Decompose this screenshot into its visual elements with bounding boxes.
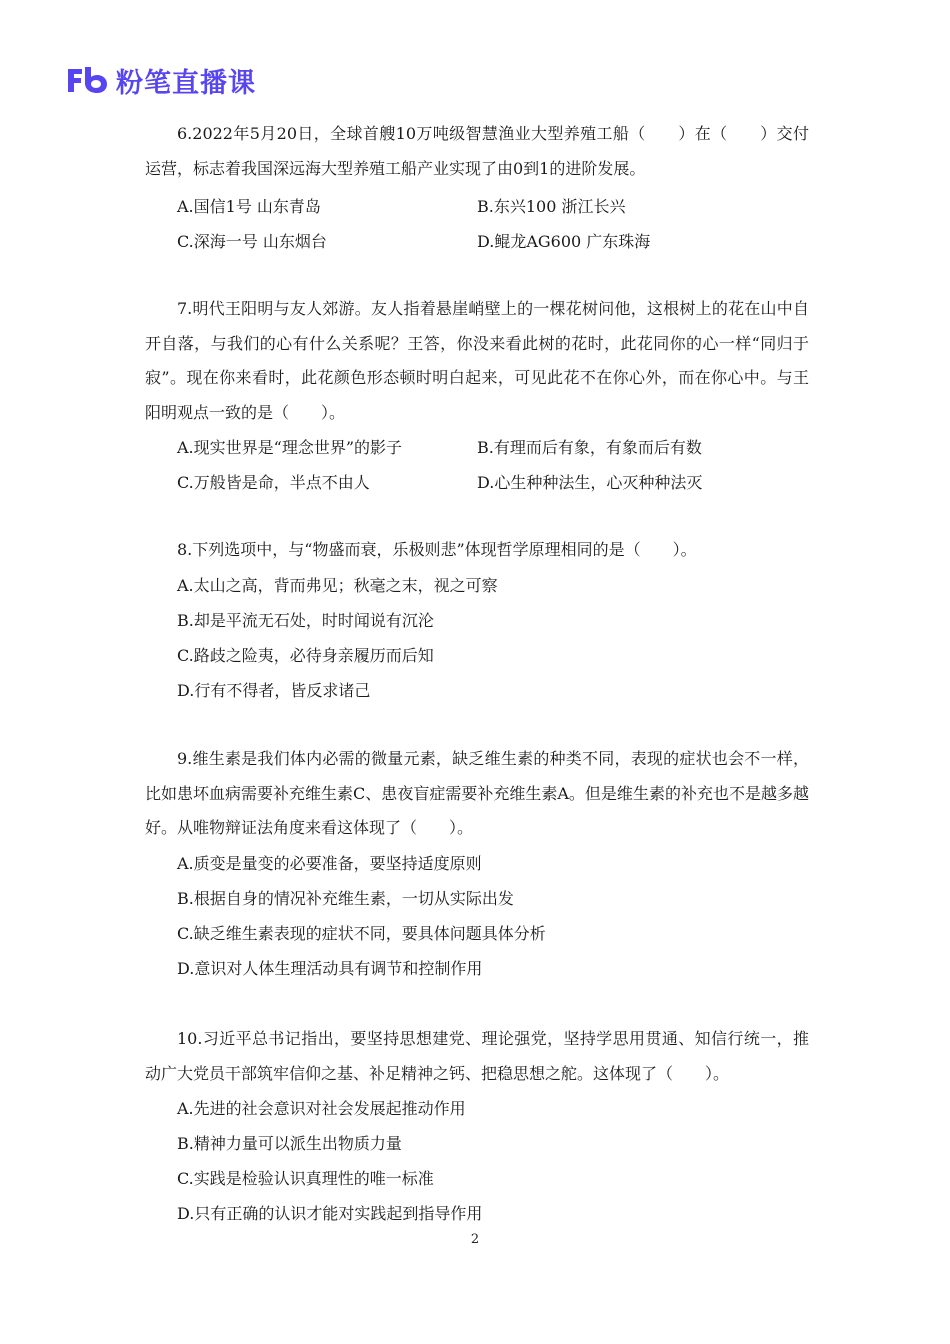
question-10 (145, 1022, 809, 1231)
brand-logo (66, 62, 256, 98)
option-a[interactable]: A.先进的社会意识对社会发展起推动作用 (177, 1099, 466, 1118)
option-b[interactable]: B.根据自身的情况补充维生素，一切从实际出发 (177, 888, 514, 908)
options (145, 189, 809, 259)
option-b[interactable]: B.精神力量可以派生出物质力量 (177, 1134, 402, 1153)
question-7 (145, 292, 809, 500)
option-a[interactable]: A.质变是量变的必要准备，要坚持适度原则 (177, 853, 482, 873)
option-b[interactable]: B.东兴100 浙江长兴 (477, 197, 626, 216)
logo-text: 粉笔直播课 (116, 67, 256, 99)
option-b[interactable]: B.却是平流无石处，时时闻说有沉沦 (177, 610, 434, 630)
option-c[interactable]: C.万般皆是命，半点不由人 (177, 473, 370, 492)
option-b[interactable]: B.有理而后有象，有象而后有数 (477, 438, 702, 457)
question-8 (145, 533, 809, 708)
option-d[interactable]: D.鲲龙AG600 广东珠海 (477, 232, 651, 251)
option-d[interactable]: D.心生种种法生，心灭种种法灭 (477, 473, 703, 492)
option-a[interactable]: A.现实世界是“理念世界”的影子 (177, 438, 403, 457)
option-a[interactable]: A.国信1号 山东青岛 (177, 197, 321, 216)
option-d[interactable]: D.只有正确的认识才能对实践起到指导作用 (177, 1204, 483, 1223)
options (145, 1091, 809, 1231)
question-stem: 10.习近平总书记指出，要坚持思想建党、理论强党，坚持学思用贯通、知信行统一，推动广大党员干部筑牢信仰之基、补足精神之钙、把稳思想之舵。这体现了（ ）。 (145, 1029, 809, 1083)
option-d[interactable]: D.意识对人体生理活动具有调节和控制作用 (177, 958, 483, 978)
option-c[interactable]: C.实践是检验认识真理性的唯一标准 (177, 1169, 434, 1188)
option-a[interactable]: A.太山之高，背而弗见；秋毫之末，视之可察 (177, 575, 498, 595)
options (145, 430, 809, 500)
page-number: 2 (470, 1232, 480, 1247)
question-stem: 6.2022年5月20日，全球首艘10万吨级智慧渔业大型养殖工船（ ）在（ ）交付运营，标志着我国深远海大型养殖工船产业实现了由0到1的进阶发展。 (145, 124, 809, 178)
question-stem: 7.明代王阳明与友人郊游。友人指着悬崖峭壁上的一棵花树问他，这根树上的花在山中自开自落，与我们的心有什么关系呢？王答，你没来看此树的花时，此花同你的心一样“同归于寂”。现在你来看时，此花颜色形态顿时明白起来，可见此花不在你心外，而在你心中。与王阳明观点一致的是（ ）。 (145, 299, 809, 422)
question-6 (145, 117, 809, 259)
option-c[interactable]: C.深海一号 山东烟台 (177, 232, 327, 251)
question-9 (145, 742, 809, 986)
fb-logo-icon (66, 65, 110, 95)
options (145, 846, 809, 986)
options (145, 568, 809, 708)
option-d[interactable]: D.行有不得者，皆反求诸己 (177, 680, 371, 700)
question-stem: 8.下列选项中，与“物盛而衰，乐极则悲”体现哲学原理相同的是（ ）。 (177, 540, 697, 559)
option-c[interactable]: C.路歧之险夷，必待身亲履历而后知 (177, 645, 434, 665)
option-c[interactable]: C.缺乏维生素表现的症状不同，要具体问题具体分析 (177, 923, 546, 943)
question-stem: 9.维生素是我们体内必需的微量元素，缺乏维生素的种类不同，表现的症状也会不一样，比如患坏血病需要补充维生素C、患夜盲症需要补充维生素A。但是维生素的补充也不是越多越好。从唯物辩证法角度来看这体现了（ ）。 (145, 749, 809, 837)
